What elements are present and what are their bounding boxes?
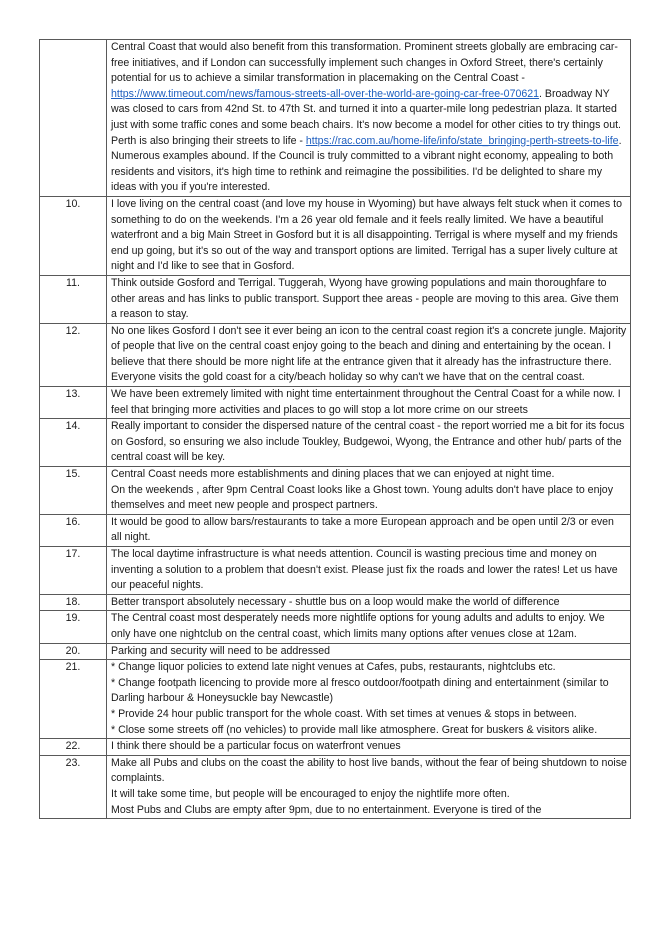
table-row	[40, 196, 631, 275]
comment-paragraph	[111, 515, 627, 546]
comment-paragraph	[111, 723, 627, 739]
row-comment	[107, 660, 631, 739]
comment-text: * Provide 24 hour public transport for the whole coast. With set times at venues & stops in between.	[111, 707, 577, 720]
comment-text: * Change liquor policies to extend late night venues at Cafes, pubs, restaurants, nightclubs etc.	[111, 661, 556, 674]
comment-text: Really important to consider the dispersed nature of the central coast - the report worried me a bit for its focus on Gosford, so ensuring we also include Toukley, Budgewoi, Wyong, the Entrance and other hub/ parts of the central coast will be key.	[111, 420, 625, 464]
row-comment	[107, 594, 631, 611]
comment-paragraph	[111, 387, 627, 418]
row-number: 16.	[40, 514, 107, 546]
table-row	[40, 643, 631, 660]
comment-text: I love living on the central coast (and love my house in Wyoming) but have always felt stuck when it comes to something to do on the weekends. I'm a 26 year old female and it feels really limited. We have a beautiful waterfront and a big Main Street in Gosford but it is all disappointing. Terrigal is where myself and my friends end up going, but it's so out of the way and transport options are limited. Terrigal has a super lively culture at night and I'd like to see that in Gosford.	[111, 197, 623, 273]
reference-link[interactable]: https://www.timeout.com/news/famous-streets-all-over-the-world-are-going-car-free-070621	[111, 87, 540, 100]
reference-link[interactable]: https://rac.com.au/home-life/info/state_bringing-perth-streets-to-life	[305, 134, 619, 147]
table-row	[40, 547, 631, 595]
comment-paragraph	[111, 611, 627, 642]
comment-paragraph	[111, 467, 627, 483]
comment-paragraph	[111, 803, 627, 819]
comment-text: We have been extremely limited with night time entertainment throughout the Central Coast for a while now. I feel that bringing more activities and places to go will stop a lot more crime on our streets	[111, 388, 621, 416]
table-row	[40, 611, 631, 643]
comment-text: No one likes Gosford I don't see it ever being an icon to the central coast region it's a concrete jungle. Majority of people that live on the central coast enjoy going to the beach and dining and entertaining by the ocean. I believe that there should be more night life at the entrance given that it already has the infrastructure there. Everyone visits the gold coast for a city/beach holiday so why can't we have that on the central coast.	[111, 324, 627, 384]
row-number: 11.	[40, 275, 107, 323]
comment-paragraph	[111, 40, 627, 196]
row-comment	[107, 387, 631, 419]
row-comment	[107, 196, 631, 275]
table-row	[40, 739, 631, 756]
table-row	[40, 323, 631, 386]
row-number: 22.	[40, 739, 107, 756]
row-number	[40, 40, 107, 197]
row-number: 15.	[40, 467, 107, 515]
row-comment	[107, 643, 631, 660]
comment-text: Central Coast that would also benefit from this transformation. Prominent streets globally are embracing car-free initiatives, and if London can successfully implement such changes in Oxford Street, there's certainly potential for us to achieve a similar transformation in placemaking on the Central Coast -	[111, 41, 618, 85]
row-number: 13.	[40, 387, 107, 419]
table-row	[40, 514, 631, 546]
row-comment	[107, 40, 631, 197]
comment-paragraph	[111, 660, 627, 676]
row-number: 14.	[40, 419, 107, 467]
comment-text: Make all Pubs and clubs on the coast the ability to host live bands, without the fear of being shutdown to noise complaints.	[111, 756, 627, 785]
row-comment	[107, 514, 631, 546]
row-comment	[107, 547, 631, 595]
row-number: 20.	[40, 643, 107, 660]
table-row	[40, 467, 631, 515]
comment-paragraph	[111, 676, 627, 707]
comment-text: . Broadway NY was closed to cars from 42nd St. to 47th St. and turned it into a quarter-mile long pedestrian plaza. It started just with some traffic cones and some beach chairs. It's now become a model for other cities to try things out. Perth is also bringing their streets to life -	[111, 87, 621, 147]
comment-text: I think there should be a particular focus on waterfront venues	[111, 740, 401, 753]
comment-text: The Central coast most desperately needs more nightlife options for young adults and adults to enjoy. We only have one nightclub on the central coast, which limits many options after venues close at 12am.	[111, 612, 605, 640]
comment-paragraph	[111, 787, 627, 803]
comment-text: Central Coast needs more establishments and dining places that we can enjoyed at night time.	[111, 468, 555, 481]
comment-text: It would be good to allow bars/restaurants to take a more European approach and be open until 2/3 or even all night.	[111, 515, 614, 544]
table-row	[40, 275, 631, 323]
row-number: 21.	[40, 660, 107, 739]
row-number: 10.	[40, 196, 107, 275]
row-comment	[107, 323, 631, 386]
table-row	[40, 660, 631, 739]
comment-text: Most Pubs and Clubs are empty after 9pm, due to no entertainment. Everyone is tired of the	[111, 803, 542, 816]
comment-paragraph	[111, 197, 627, 275]
row-comment	[107, 467, 631, 515]
comment-paragraph	[111, 419, 627, 466]
row-comment	[107, 611, 631, 643]
comment-paragraph	[111, 276, 627, 323]
comment-text: Parking and security will need to be addressed	[111, 644, 331, 657]
submissions-table	[39, 39, 631, 819]
table-row	[40, 594, 631, 611]
table-row	[40, 755, 631, 818]
row-number: 12.	[40, 323, 107, 386]
row-comment	[107, 739, 631, 756]
comment-paragraph	[111, 547, 627, 594]
comment-paragraph	[111, 756, 627, 787]
comment-text: Think outside Gosford and Terrigal. Tuggerah, Wyong have growing populations and main thoroughfare to other areas and has links to public transport. Support thee areas - people are moving to this area. Give them a reason to stay.	[111, 276, 619, 321]
comment-text: It will take some time, but people will be encouraged to enjoy the nightlife more often.	[111, 787, 510, 800]
comment-paragraph	[111, 707, 627, 723]
comment-paragraph	[111, 324, 627, 386]
row-comment	[107, 275, 631, 323]
table-row	[40, 419, 631, 467]
comment-text: * Close some streets off (no vehicles) to provide mall like atmosphere. Great for buskers & visitors alike.	[111, 723, 598, 736]
table-row	[40, 40, 631, 197]
comment-paragraph	[111, 644, 627, 660]
comment-text: * Change footpath licencing to provide more al fresco outdoor/footpath dining and entertainment (similar to Darling harbour & Honeysuckle bay Newcastle)	[111, 676, 609, 705]
row-number: 19.	[40, 611, 107, 643]
row-comment	[107, 419, 631, 467]
comment-paragraph	[111, 595, 627, 611]
comment-paragraph	[111, 483, 627, 514]
comment-text: Better transport absolutely necessary - shuttle bus on a loop would make the world of difference	[111, 595, 560, 608]
table-row	[40, 387, 631, 419]
comment-text: The local daytime infrastructure is what needs attention. Council is wasting precious time and money on inventing a solution to a problem that doesn't exist. Please just fix the roads and lower the rates! Let us have our peaceful nights.	[111, 548, 618, 592]
comment-text: . Numerous examples abound. If the Council is truly committed to a vibrant night economy, appealing to both residents and visitors, it's high time to rethink and reimagine the possibilities. I'd be delighted to share my ideas with you if you're interested.	[111, 134, 622, 194]
comment-paragraph	[111, 739, 627, 755]
comment-text: On the weekends , after 9pm Central Coast looks like a Ghost town. Young adults don't have place to enjoy themselves and meet new people and prospect partners.	[111, 483, 613, 512]
row-number: 23.	[40, 755, 107, 818]
row-number: 18.	[40, 594, 107, 611]
row-comment	[107, 755, 631, 818]
submissions-table-body	[40, 40, 631, 819]
row-number: 17.	[40, 547, 107, 595]
